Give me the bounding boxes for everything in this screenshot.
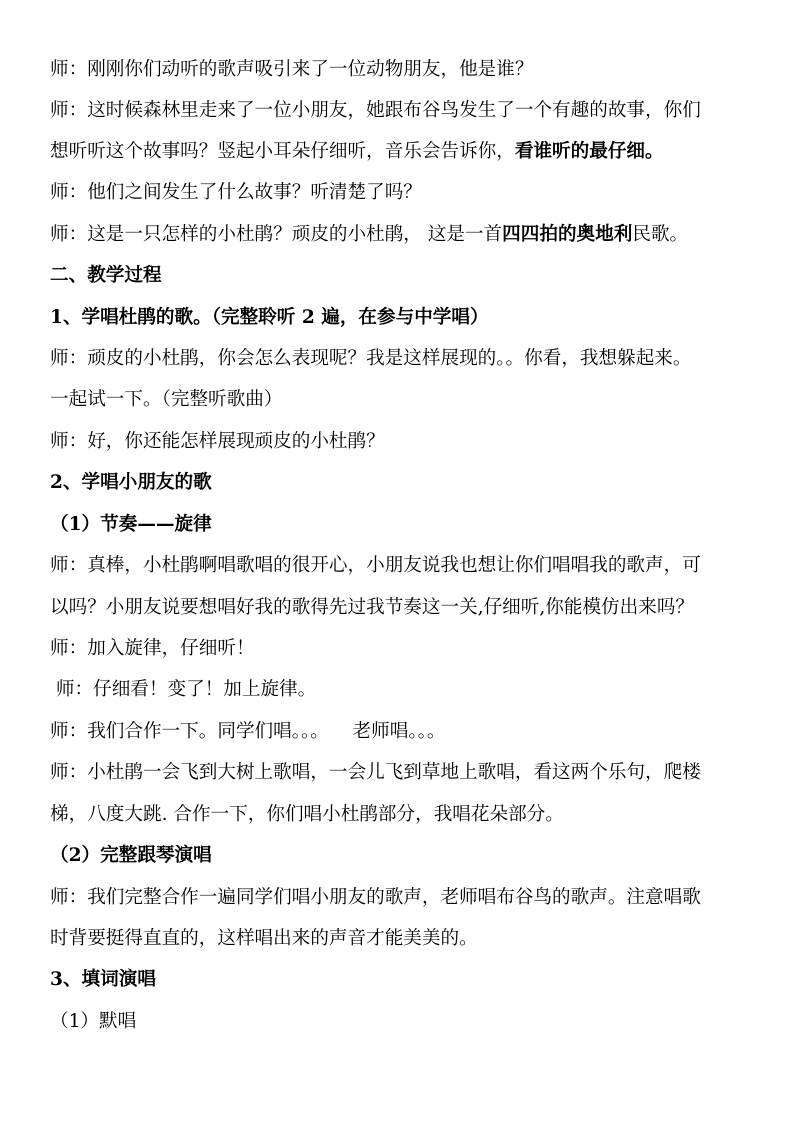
line-17 [50, 721, 760, 743]
text-segment: 师：顽皮的小杜鹃，你会怎么表现呢？我是这样展现的。。你看，我想躲起来。 [50, 348, 692, 369]
text-segment: 师：仔细看！变了！加上旋律。 [50, 679, 317, 700]
line-24 [50, 1011, 760, 1033]
text-segment: 师：我们合作一下。同学们唱。。。 老师唱。。。 [50, 721, 446, 742]
text-segment: 师：他们之间发生了什么故事？听清楚了吗？ [50, 182, 422, 203]
line-14 [50, 597, 760, 619]
subsection-heading [50, 307, 760, 329]
text-segment: 梯，八度大跳. 合作一下，你们唱小杜鹃部分，我唱花朵部分。 [50, 804, 564, 825]
sub-subsection-heading [50, 514, 760, 536]
subsection-heading-text: 1、学唱杜鹃的歌。（完整聆听 2 遍，在参与中学唱） [50, 307, 489, 328]
line-19 [50, 804, 760, 826]
text-segment: （1）默唱 [50, 1011, 137, 1032]
bold-text-segment: 四四拍的奥地利 [502, 224, 633, 245]
text-segment: 师：好，你还能怎样展现顽皮的小杜鹃？ [50, 431, 385, 452]
sub-subsection-heading-text: （1）节奏——旋律 [50, 514, 212, 535]
line-5 [50, 224, 760, 246]
section-heading [50, 265, 760, 287]
subsection-heading-text: 3、填词演唱 [50, 969, 156, 990]
line-21 [50, 887, 760, 909]
line-15 [50, 638, 760, 660]
line-22 [50, 928, 760, 950]
text-segment: 想听听这个故事吗？竖起小耳朵仔细听，音乐会告诉你， [50, 141, 515, 162]
section-heading-text: 二、教学过程 [50, 265, 162, 286]
subsection-heading [50, 472, 760, 494]
text-segment: 师：加入旋律，仔细听！ [50, 638, 255, 659]
text-segment: 师：这时候森林里走来了一位小朋友，她跟布谷鸟发生了一个有趣的故事，你们 [50, 100, 701, 121]
text-segment: 师：小杜鹃一会飞到大树上歌唱，一会儿飞到草地上歌唱，看这两个乐句，爬楼 [50, 762, 701, 783]
text-segment: 时背要挺得直直的，这样唱出来的声音才能美美的。 [50, 928, 478, 949]
subsection-heading [50, 969, 760, 991]
text-segment: 师：刚刚你们动听的歌声吸引来了一位动物朋友，他是谁？ [50, 59, 534, 80]
line-8 [50, 348, 760, 370]
line-1 [50, 59, 760, 81]
bold-text-segment: 看谁听的最仔细。 [514, 141, 664, 162]
line-10 [50, 431, 760, 453]
text-segment: 以吗？小朋友说要想唱好我的歌得先过我节奏这一关,仔细听,你能模仿出来吗？ [50, 597, 695, 618]
text-segment: 一起试一下。（完整听歌曲） [50, 389, 283, 410]
line-18 [50, 762, 760, 784]
sub-subsection-heading [50, 845, 760, 867]
text-segment: 师：真棒，小杜鹃啊唱歌唱的很开心，小朋友说我也想让你们唱唱我的歌声，可 [50, 555, 701, 576]
line-13 [50, 555, 760, 577]
text-segment: 民歌。 [632, 224, 689, 245]
text-segment: 师：我们完整合作一遍同学们唱小朋友的歌声，老师唱布谷鸟的歌声。注意唱歌 [50, 887, 701, 908]
line-4 [50, 182, 760, 204]
text-segment: 师：这是一只怎样的小杜鹃？顽皮的小杜鹃， 这是一首 [50, 224, 503, 245]
line-2 [50, 100, 760, 122]
line-3 [50, 141, 760, 163]
line-9 [50, 389, 760, 411]
sub-subsection-heading-text: （2）完整跟琴演唱 [50, 845, 212, 866]
line-16 [50, 679, 760, 701]
subsection-heading-text: 2、学唱小朋友的歌 [50, 472, 212, 493]
